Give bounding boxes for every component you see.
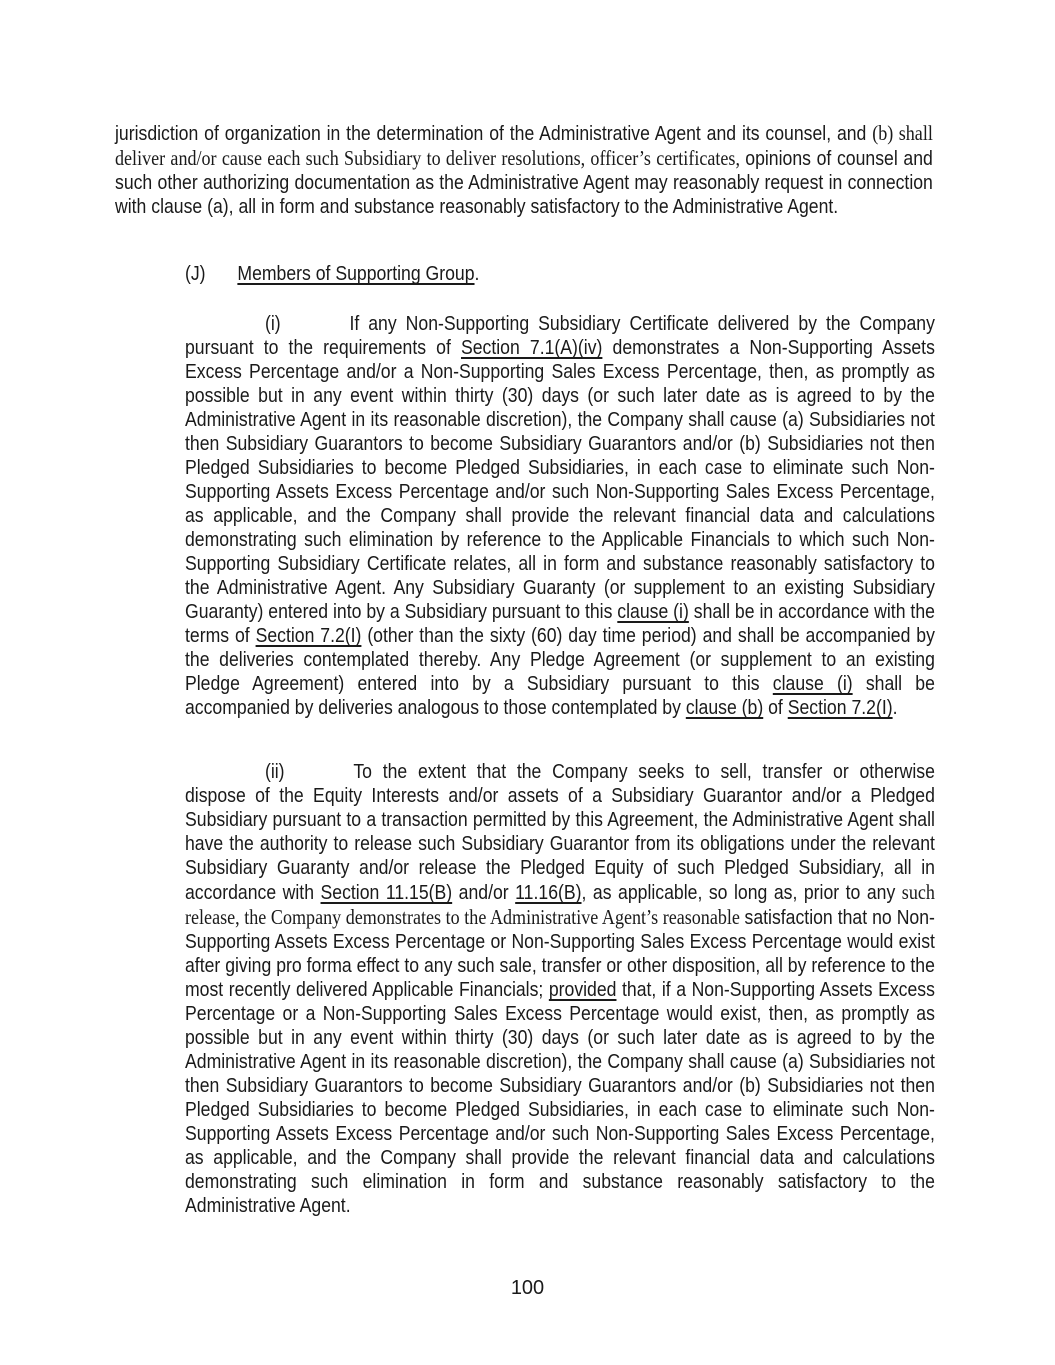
text-segment: . <box>892 696 898 719</box>
text-segment: jurisdiction of organization in the determination of the Administrative Agent and its counsel, and <box>115 122 873 145</box>
clause-i-paragraph <box>185 312 935 720</box>
text-segment-serif: (b) shall deliver and/or cause each such Subsidiary to deliver resolutions, officer’s certificates, <box>115 121 933 170</box>
cross-reference: Section 7.1(A)(iv) <box>460 336 603 359</box>
cross-reference: Section 11.15(B) <box>320 881 453 904</box>
cross-reference: Section 7.2(I) <box>787 696 893 719</box>
cross-reference: Section 7.2(I) <box>255 624 362 647</box>
page-number: 100 <box>510 1277 545 1299</box>
text-segment-serif: such release, the Company demonstrates to the Administrative Agent’s reasonable <box>185 880 935 929</box>
text-segment: , as applicable, so long as, prior to any <box>581 881 902 904</box>
cross-reference: 11.16(B) <box>515 881 582 904</box>
text-segment: shall be accompanied by deliveries analogous to those contemplated by <box>185 672 935 719</box>
section-title: Members of Supporting Group <box>237 262 475 285</box>
section-label: (J) <box>185 262 206 285</box>
cross-reference: clause (i) <box>617 600 689 623</box>
proviso-term: provided <box>548 978 617 1001</box>
clause-ii-paragraph <box>185 760 935 1218</box>
intro-paragraph <box>115 121 933 219</box>
section-title-period: . <box>474 262 480 285</box>
section-j-heading <box>185 262 479 286</box>
text-segment: of <box>763 696 788 719</box>
cross-reference: clause (i) <box>772 672 853 695</box>
text-segment: shall be in accordance with the terms of <box>185 600 935 647</box>
clause-i-label: (i) <box>264 312 281 335</box>
clause-ii-label: (ii) <box>264 760 285 783</box>
text-segment: To the extent that the Company seeks to sell, transfer or otherwise dispose of the Equity Interests and/or assets of a Subsidiary Guarantor and/or a Pledged Subsidiary pursuant to a transaction permitted by this Agreement, the Administrative Agent shall have the authority to release such Subsidiary Guarantor from its obligations under the relevant Subsidiary Guaranty and/or release the Pledged Equity of such Pledged Subsidiary, all in accordance with <box>185 760 935 904</box>
text-segment: (other than the sixty (60) day time period) and shall be accompanied by the deliveries contemplated thereby. Any Pledge Agreement (or supplement to an existing Pledge Agreement) entered into by a Subsidiary pursuant to this <box>185 624 935 695</box>
text-segment: If any Non-Supporting Subsidiary Certificate delivered by the Company pursuant to the requirements of <box>185 312 935 359</box>
text-segment: demonstrates a Non-Supporting Assets Excess Percentage and/or a Non-Supporting Sales Excess Percentage, then, as promptly as possible but in any event within thirty (30) days (or such later date as is agreed to by the Administrative Agent in its reasonable discretion), the Company shall cause (a) Subsidiaries not then Subsidiary Guarantors to become Subsidiary Guarantors and/or (b) Subsidiaries not then Pledged Subsidiaries to become Pledged Subsidiaries, in each case to eliminate such Non-Supporting Assets Excess Percentage and/or such Non-Supporting Sales Excess Percentage, as applicable, and the Company shall provide the relevant financial data and calculations demonstrating such elimination by reference to the Applicable Financials to which such Non-Supporting Subsidiary Certificate relates, all in form and substance reasonably satisfactory to the Administrative Agent. Any Subsidiary Guaranty (or supplement to an existing Subsidiary Guaranty) entered into by a Subsidiary pursuant to this <box>185 336 935 623</box>
cross-reference: clause (b) <box>685 696 764 719</box>
text-segment: that, if a Non-Supporting Assets Excess Percentage or a Non-Supporting Sales Excess Percentage would exist, then, as promptly as possible but in any event within thirty (30) days (or such later date as is agreed to by the Administrative Agent in its reasonable discretion), the Company shall cause (a) Subsidiaries not then Subsidiary Guarantors to become Subsidiary Guarantors and/or (b) Subsidiaries not then Pledged Subsidiaries to become Pledged Subsidiaries, in each case to eliminate such Non-Supporting Assets Excess Percentage and/or such Non-Supporting Sales Excess Percentage, as applicable, and the Company shall provide the relevant financial data and calculations demonstrating such elimination in form and substance reasonably satisfactory to the Administrative Agent. <box>185 978 935 1217</box>
text-segment: opinions of counsel and such other authorizing documentation as the Administrative Agent may reasonably request in connection with clause (a), all in form and substance reasonably satisfactory to the Administrative Agent. <box>115 147 933 218</box>
text-segment: satisfaction that no Non-Supporting Assets Excess Percentage or Non-Supporting Sales Excess Percentage would exist after giving pro forma effect to any such sale, transfer or other disposition, all by reference to the most recently delivered Applicable Financials; <box>185 906 935 1001</box>
text-segment: and/or <box>452 881 516 904</box>
